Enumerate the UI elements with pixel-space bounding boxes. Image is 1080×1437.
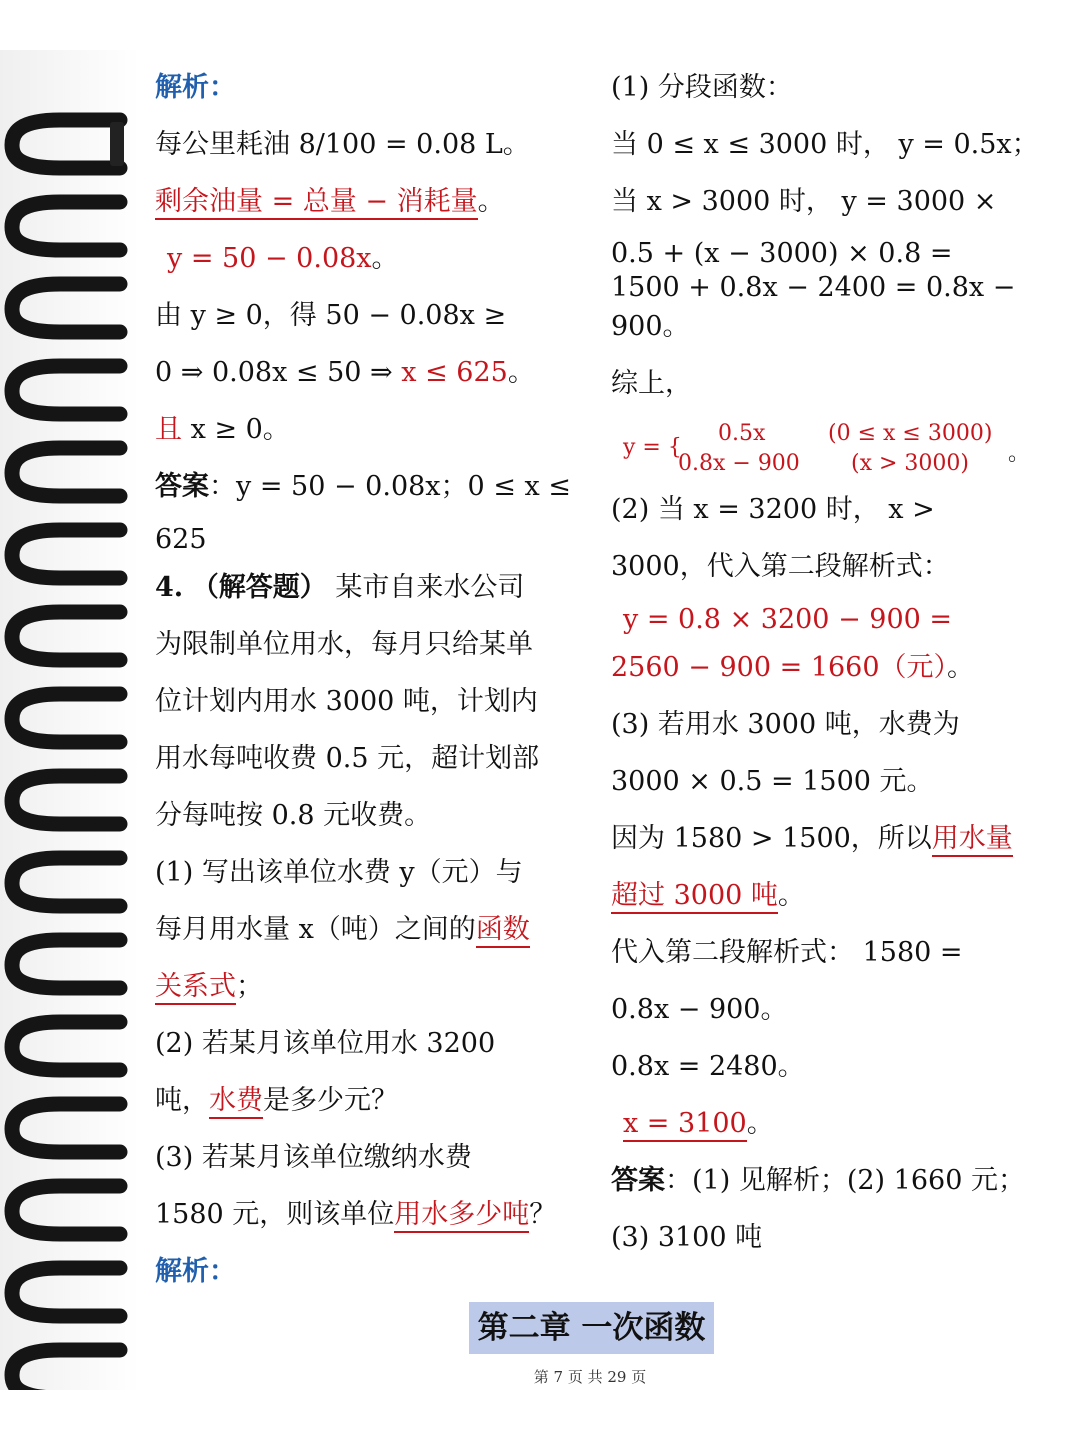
lower-bound-line bbox=[155, 412, 290, 448]
punct: 。 bbox=[507, 357, 535, 388]
question-4-line-3: 位计划内用水 3000 吨，计划内 bbox=[155, 686, 538, 717]
punct: 。 bbox=[777, 880, 805, 911]
r-answer-label: 答案 bbox=[611, 1165, 665, 1196]
analysis-heading-1: 解析： bbox=[155, 72, 236, 103]
answer-text: ：y = 50 − 0.08x；0 ≤ x ≤ bbox=[209, 471, 571, 502]
piecewise-cond-1: (0 ≤ x ≤ 3000) bbox=[828, 421, 993, 446]
r-part-3-line-4 bbox=[611, 878, 805, 914]
r-exceeds-keyword: 超过 3000 吨 bbox=[611, 880, 778, 914]
r-result-value: x = 3100 bbox=[623, 1108, 747, 1142]
punct: 。 bbox=[947, 652, 975, 683]
answer-label: 答案 bbox=[155, 471, 209, 502]
relation-keyword: 关系式 bbox=[155, 971, 236, 1005]
r-part-3-line-2: 3000 × 0.5 = 1500 元。 bbox=[611, 766, 934, 797]
part-2-line-1: (2) 若某月该单位用水 3200 bbox=[155, 1028, 496, 1059]
r-part-2-calc-2 bbox=[611, 650, 974, 686]
remaining-fuel-formula: 剩余油量 = 总量 − 消耗量 bbox=[155, 186, 478, 220]
question-type: （解答题） bbox=[191, 572, 327, 603]
punct: 。 bbox=[1008, 441, 1031, 466]
r-part-3-line-5: 代入第二段解析式： 1580 = bbox=[611, 937, 963, 968]
lower-bound-text: x ≥ 0。 bbox=[182, 414, 290, 445]
part-1-line-3 bbox=[155, 969, 263, 1005]
fuel-rate-line: 每公里耗油 8/100 = 0.08 L。 bbox=[155, 129, 530, 160]
part-2-text-end: 是多少元？ bbox=[263, 1085, 398, 1116]
question-4-line-1 bbox=[155, 570, 524, 606]
and-word: 且 bbox=[155, 414, 182, 445]
punct: 。 bbox=[371, 243, 399, 274]
remaining-fuel-line bbox=[155, 184, 505, 220]
r-part-3-line-3 bbox=[611, 821, 1013, 857]
part-3-line-1: (3) 若某月该单位缴纳水费 bbox=[155, 1142, 472, 1173]
r-case-2-cont-3: 900。 bbox=[611, 311, 690, 342]
question-4-line-2: 为限制单位用水，每月只给某单 bbox=[155, 629, 533, 660]
page-number: 第 7 页 共 29 页 bbox=[533, 1368, 647, 1386]
water-fee-keyword: 水费 bbox=[209, 1085, 263, 1119]
part-2-text: 吨， bbox=[155, 1085, 209, 1116]
r-answer-line-2: (3) 3100 吨 bbox=[611, 1222, 763, 1253]
part-2-line-2 bbox=[155, 1083, 398, 1119]
function-keyword: 函数 bbox=[476, 914, 530, 948]
water-usage-keyword: 用水多少吨 bbox=[394, 1199, 529, 1233]
notebook-spiral-binding bbox=[0, 50, 140, 1390]
derivation-line bbox=[155, 355, 535, 391]
piecewise-expr-2: 0.8x − 900 bbox=[678, 451, 800, 476]
part-1-line-1: (1) 写出该单位水费 y（元）与 bbox=[155, 857, 523, 888]
punct: ； bbox=[236, 971, 263, 1002]
r-part-2-calc-1: y = 0.8 × 3200 − 900 = bbox=[623, 604, 953, 635]
r-part-3-line-7: 0.8x = 2480。 bbox=[611, 1051, 805, 1082]
r-part-3-line-1: (3) 若用水 3000 吨，水费为 bbox=[611, 709, 960, 740]
question-text: 某市自来水公司 bbox=[326, 572, 525, 603]
part-3-text: 1580 元，则该单位 bbox=[155, 1199, 395, 1230]
question-4-line-5: 分每吨按 0.8 元收费。 bbox=[155, 800, 432, 831]
domain-bound: x ≤ 625 bbox=[401, 357, 508, 388]
piecewise-y: y = { bbox=[623, 435, 682, 460]
r-part-2-result: 2560 − 900 = 1660（元） bbox=[611, 652, 948, 683]
piecewise-function bbox=[623, 416, 1043, 484]
part-3-text-end: ？ bbox=[529, 1199, 557, 1230]
r-because-text: 因为 1580 > 1500，所以 bbox=[611, 823, 932, 854]
inequality-line: 由 y ≥ 0，得 50 − 0.08x ≥ bbox=[155, 300, 507, 331]
r-case-2-cont-2: 1500 + 0.8x − 2400 = 0.8x − bbox=[611, 272, 1016, 303]
r-part-3-result bbox=[623, 1106, 774, 1142]
r-part-2-line-2: 3000，代入第二段解析式： bbox=[611, 551, 950, 582]
r-summary: 综上， bbox=[611, 368, 692, 399]
r-case-2: 当 x > 3000 时， y = 3000 × bbox=[611, 186, 997, 217]
r-usage-keyword: 用水量 bbox=[932, 823, 1013, 857]
function-formula: y = 50 − 0.08x bbox=[167, 243, 372, 274]
question-4-line-4: 用水每吨收费 0.5 元，超计划部 bbox=[155, 743, 540, 774]
part-1-line-2 bbox=[155, 912, 530, 948]
r-part-1-heading: (1) 分段函数： bbox=[611, 72, 793, 103]
r-answer-line-1 bbox=[611, 1163, 1025, 1199]
part-3-line-2 bbox=[155, 1197, 556, 1233]
spiral-rings-icon bbox=[0, 50, 140, 1390]
analysis-heading-2: 解析： bbox=[155, 1256, 236, 1287]
punct: 。 bbox=[746, 1108, 774, 1139]
r-part-2-line-1: (2) 当 x = 3200 时， x > bbox=[611, 494, 935, 525]
piecewise-expr-1: 0.5x bbox=[718, 421, 766, 446]
answer-line bbox=[155, 469, 571, 505]
punct: 。 bbox=[477, 186, 505, 217]
question-number: 4. bbox=[155, 572, 184, 603]
function-line bbox=[167, 241, 399, 277]
derivation-text: 0 ⇒ 0.08x ≤ 50 ⇒ bbox=[155, 357, 402, 388]
r-answer-text: ：(1) 见解析；(2) 1660 元； bbox=[665, 1165, 1025, 1196]
r-case-1: 当 0 ≤ x ≤ 3000 时， y = 0.5x； bbox=[611, 129, 1039, 160]
r-part-3-line-6: 0.8x − 900。 bbox=[611, 994, 788, 1025]
chapter-title: 第二章 一次函数 bbox=[469, 1302, 714, 1354]
answer-line-cont: 625 bbox=[155, 524, 207, 555]
part-1-text: 每月用水量 x（吨）之间的 bbox=[155, 914, 476, 945]
r-case-2-cont-1: 0.5 + (x − 3000) × 0.8 = bbox=[611, 238, 953, 269]
piecewise-cond-2: (x > 3000) bbox=[851, 451, 969, 476]
